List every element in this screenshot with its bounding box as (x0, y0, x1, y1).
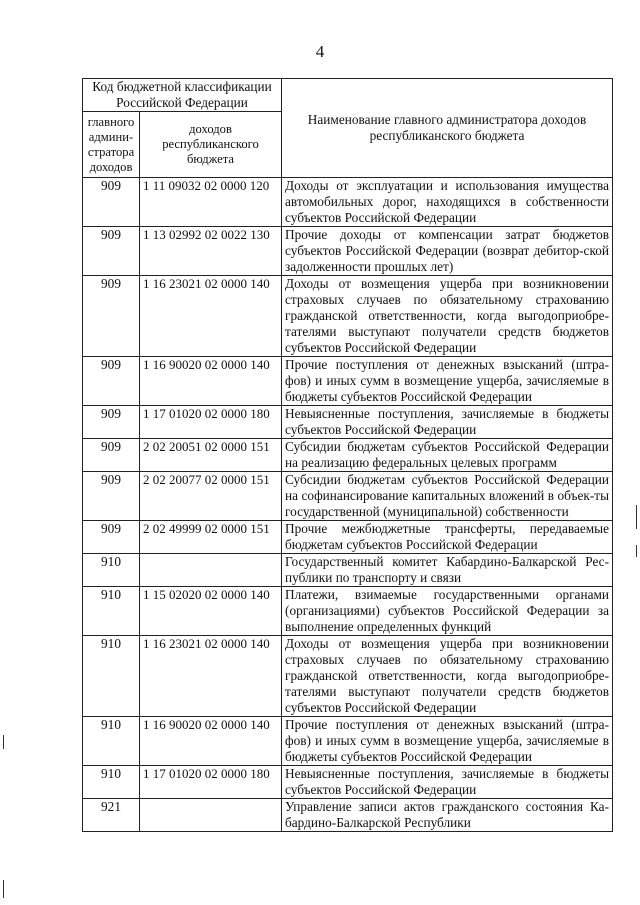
revenue-name-cell: Доходы от эксплуатации и использования имущества автомобильных дорог, находящихся в собственности субъектов Российской Федерации (282, 178, 613, 227)
admin-code-cell: 921 (83, 799, 140, 832)
budget-code-cell: 1 16 23021 02 0000 140 (140, 636, 282, 717)
revenue-name-cell: Государственный комитет Кабардино-Балкарской Рес-публики по транспорту и связи (282, 554, 613, 587)
revenue-name-cell: Прочие доходы от компенсации затрат бюджетов субъектов Российской Федерации (возврат дебитор-ской задолженности прошлых лет) (282, 227, 613, 276)
table-row (83, 406, 613, 439)
header-code-cell: доходов республиканского бюджета (140, 112, 282, 178)
table-row (83, 472, 613, 521)
admin-code-cell: 909 (83, 178, 140, 227)
budget-code-cell (140, 554, 282, 587)
table-row (83, 554, 613, 587)
revenue-name-cell: Прочие поступления от денежных взысканий (штра-фов) и иных сумм в возмещение ущерба, зачисляемые в бюджеты субъектов Российской Федерации (282, 717, 613, 766)
table-row (83, 521, 613, 554)
table-row (83, 799, 613, 832)
admin-code-cell: 910 (83, 587, 140, 636)
admin-code-cell: 910 (83, 636, 140, 717)
revenue-name-cell: Невыясненные поступления, зачисляемые в бюджеты субъектов Российской Федерации (282, 766, 613, 799)
budget-code-cell: 1 15 02020 02 0000 140 (140, 587, 282, 636)
admin-code-cell: 909 (83, 472, 140, 521)
revenue-name-cell: Доходы от возмещения ущерба при возникновении страховых случаев по обязательному страхованию гражданской ответственности, когда выгодоприобре-тателями выступают получатели средств бюджетов субъектов Российской Федерации (282, 276, 613, 357)
budget-code-cell: 1 11 09032 02 0000 120 (140, 178, 282, 227)
revenue-name-cell: Управление записи актов гражданского состояния Ка-бардино-Балкарской Республики (282, 799, 613, 832)
page-number: 4 (315, 42, 325, 61)
table-row (83, 276, 613, 357)
revenue-name-cell: Невыясненные поступления, зачисляемые в бюджеты субъектов Российской Федерации (282, 406, 613, 439)
admin-code-cell: 909 (83, 357, 140, 406)
budget-code-cell: 1 17 01020 02 0000 180 (140, 766, 282, 799)
table-row (83, 766, 613, 799)
budget-code-cell: 2 02 20077 02 0000 151 (140, 472, 282, 521)
table-row (83, 178, 613, 227)
table-row (83, 717, 613, 766)
admin-code-cell: 910 (83, 554, 140, 587)
revenue-name-cell: Платежи, взимаемые государственными органами (организациями) субъектов Российской Федерации за выполнение определенных функций (282, 587, 613, 636)
budget-code-cell: 2 02 49999 02 0000 151 (140, 521, 282, 554)
scan-edge-mark (3, 880, 4, 898)
admin-code-cell: 910 (83, 717, 140, 766)
table-row (83, 636, 613, 717)
budget-code-cell: 1 16 90020 02 0000 140 (140, 357, 282, 406)
budget-classification-table (82, 78, 613, 832)
revenue-name-cell: Субсидии бюджетам субъектов Российской Федерации на реализацию федеральных целевых программ (282, 439, 613, 472)
header-name-cell: Наименование главного администратора доходов республиканского бюджета (282, 79, 613, 178)
budget-code-cell (140, 799, 282, 832)
scan-edge-mark (636, 545, 637, 557)
admin-code-cell: 909 (83, 227, 140, 276)
table-row (83, 227, 613, 276)
revenue-name-cell: Доходы от возмещения ущерба при возникновении страховых случаев по обязательному страхованию гражданской ответственности, когда выгодоприобре-тателями выступают получатели средств бюджетов субъектов Российской Федерации (282, 636, 613, 717)
header-group-cell: Код бюджетной классификации Российской Федерации (83, 79, 282, 112)
budget-code-cell: 2 02 20051 02 0000 151 (140, 439, 282, 472)
budget-code-cell: 1 16 23021 02 0000 140 (140, 276, 282, 357)
budget-code-cell: 1 16 90020 02 0000 140 (140, 717, 282, 766)
admin-code-cell: 909 (83, 406, 140, 439)
scan-edge-mark (3, 735, 4, 749)
table-row (83, 439, 613, 472)
revenue-name-cell: Прочие межбюджетные трансферты, передаваемые бюджетам субъектов Российской Федерации (282, 521, 613, 554)
scan-edge-mark (636, 505, 637, 529)
table-row (83, 587, 613, 636)
revenue-name-cell: Прочие поступления от денежных взысканий (штра-фов) и иных сумм в возмещение ущерба, зачисляемые в бюджеты субъектов Российской Федерации (282, 357, 613, 406)
revenue-name-cell: Субсидии бюджетам субъектов Российской Федерации на софинансирование капитальных вложений в объек-ты государственной (муниципальной) собственности (282, 472, 613, 521)
admin-code-cell: 909 (83, 439, 140, 472)
budget-code-cell: 1 13 02992 02 0022 130 (140, 227, 282, 276)
admin-code-cell: 910 (83, 766, 140, 799)
admin-code-cell: 909 (83, 276, 140, 357)
admin-code-cell: 909 (83, 521, 140, 554)
budget-code-cell: 1 17 01020 02 0000 180 (140, 406, 282, 439)
header-admin-cell: главного админи-стратора доходов (83, 112, 140, 178)
table-row (83, 357, 613, 406)
